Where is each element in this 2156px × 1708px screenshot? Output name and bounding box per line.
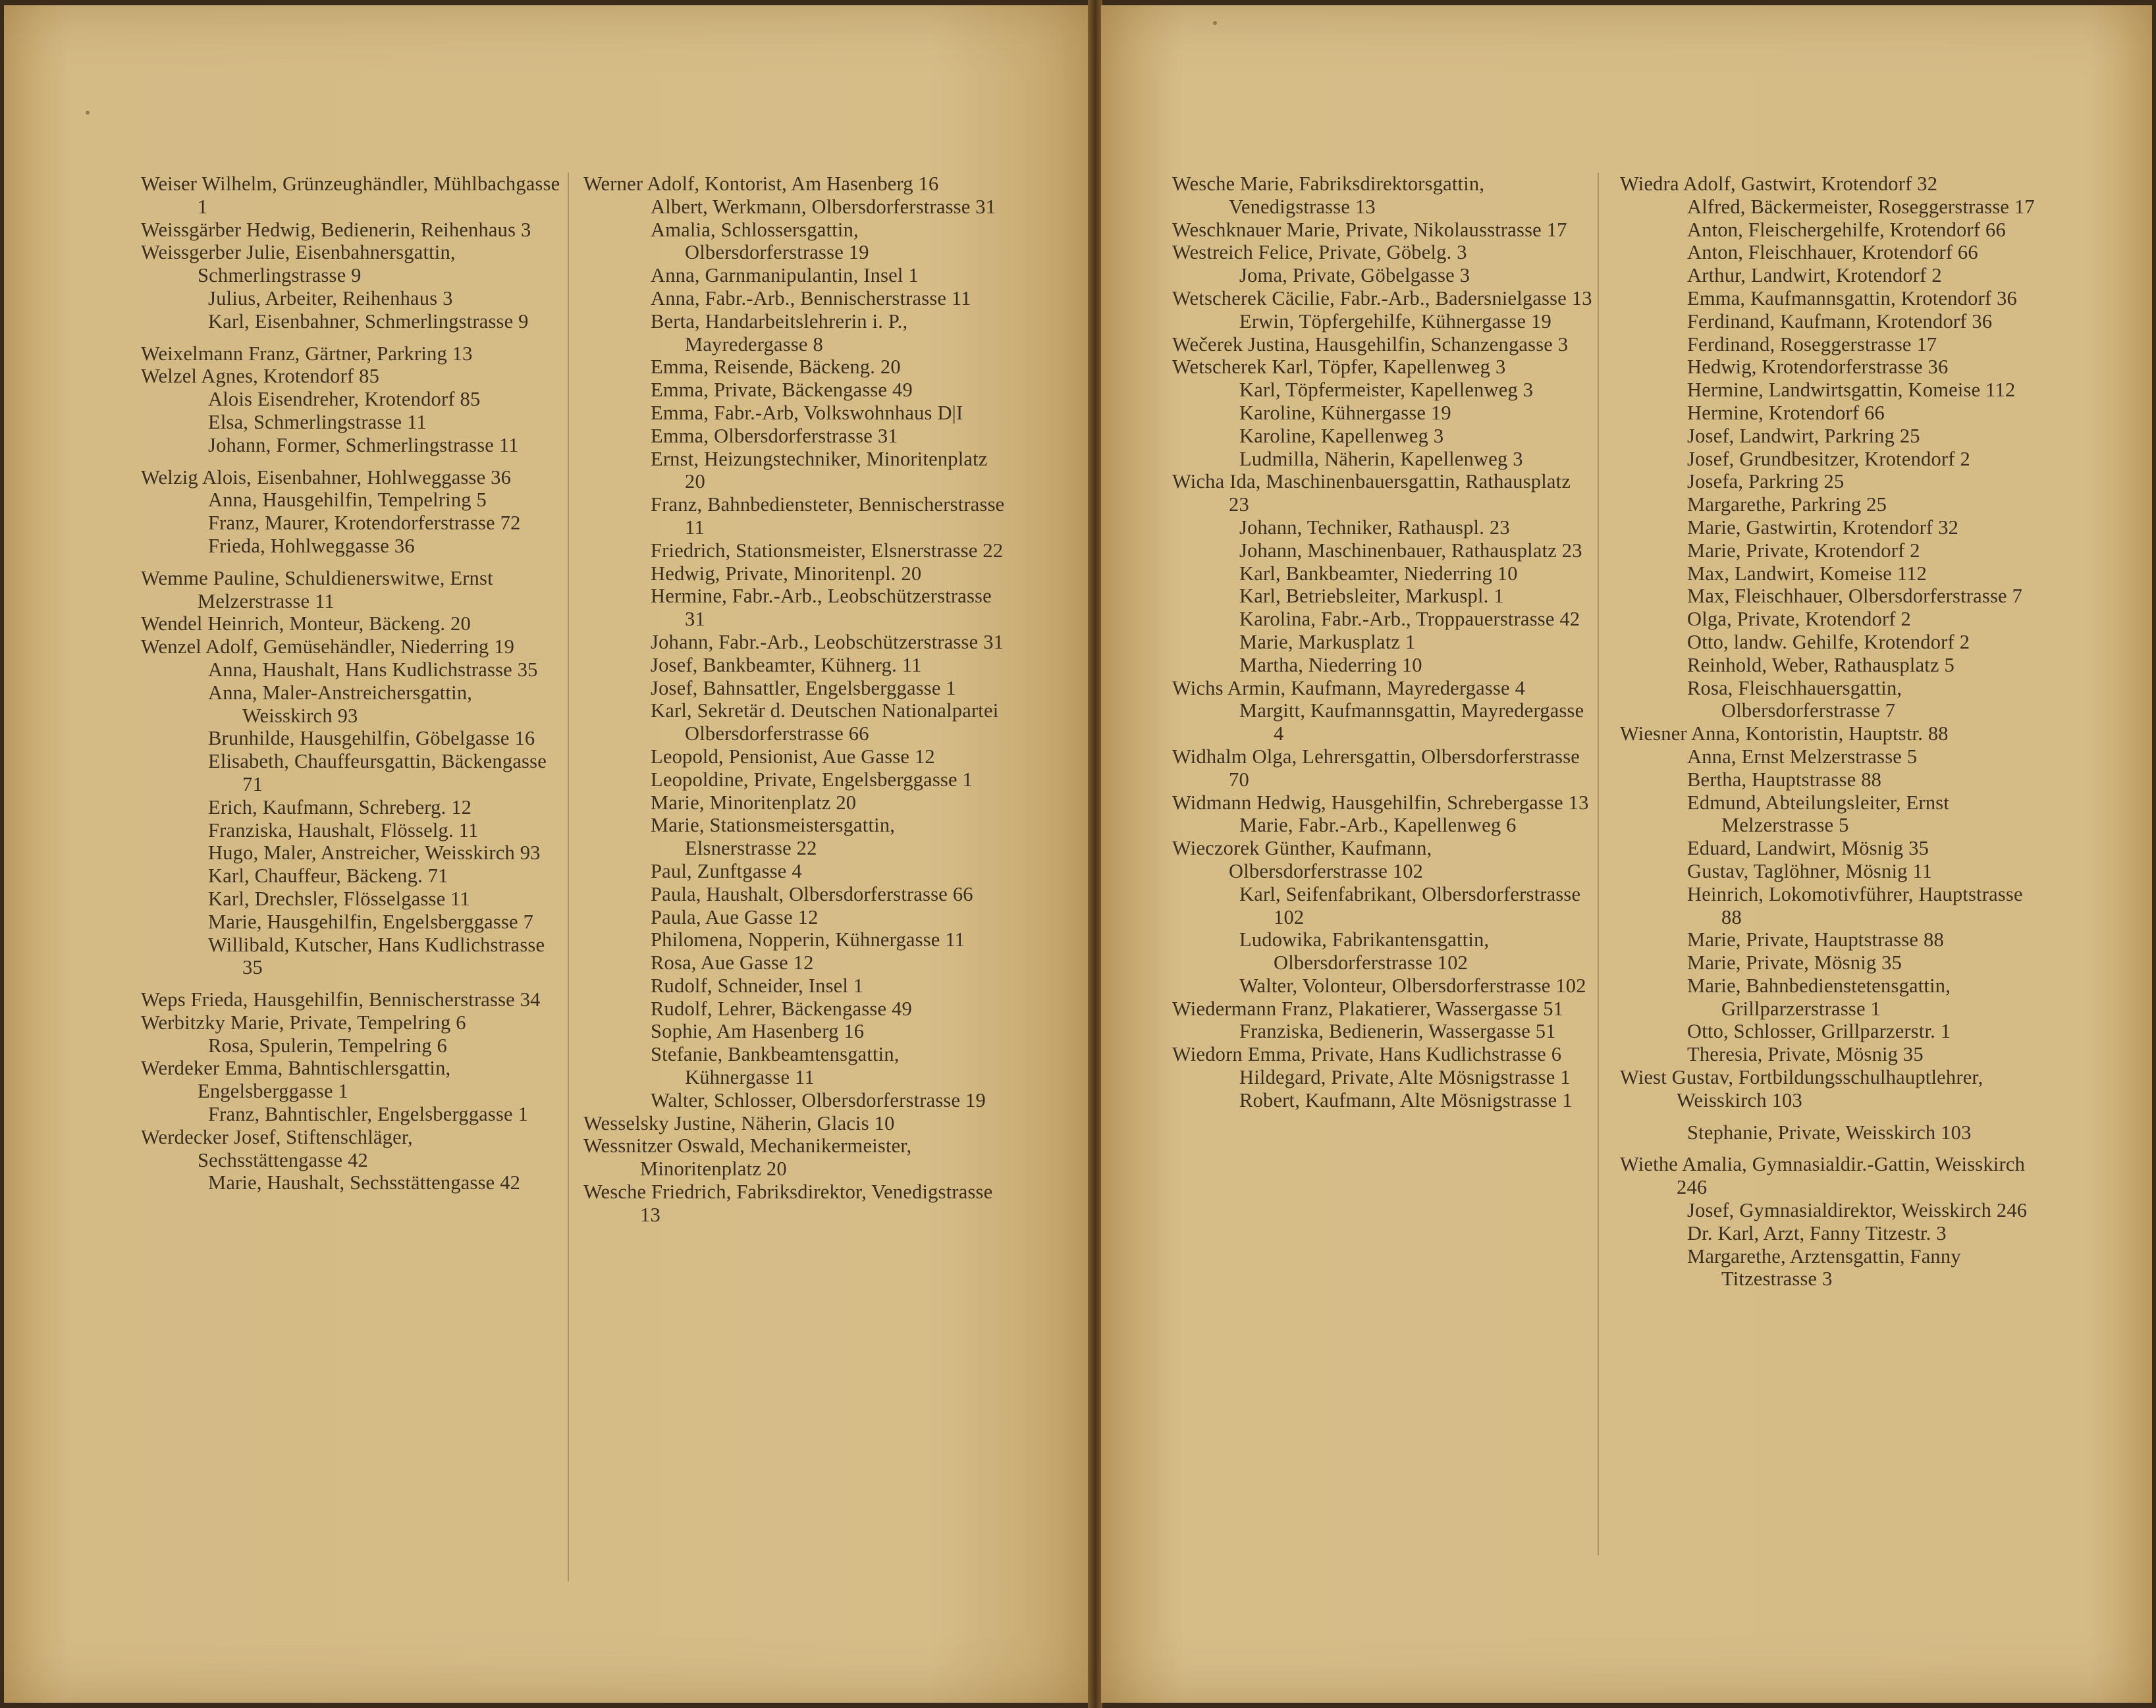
directory-sub-entry: Rudolf, Schneider, Insel 1 — [651, 974, 864, 997]
directory-sub-entry: Johann, Techniker, Rathauspl. 23 — [1239, 516, 1510, 539]
directory-sub-entry: Hildegard, Private, Alte Mösnigstrasse 1 — [1239, 1066, 1571, 1089]
directory-entry: Wesselsky Justine, Näherin, Glacis 10 — [583, 1111, 895, 1134]
directory-sub-entry: Eduard, Landwirt, Mösnig 35 — [1687, 837, 1929, 860]
directory-sub-entry: Karl, Sekretär d. Deutschen Nationalpartei Olbersdorferstrasse 66 — [651, 699, 999, 745]
directory-entry: Welzel Agnes, Krotendorf 85 — [141, 365, 380, 388]
directory-sub-entry: Karl, Chauffeur, Bäckeng. 71 — [208, 865, 448, 888]
directory-column-2 — [583, 173, 1005, 1227]
directory-entry: Wenzel Adolf, Gemüsehändler, Niederring 19 — [141, 635, 515, 658]
directory-entry: Wesche Friedrich, Fabriksdirektor, Venedigstrasse 13 — [583, 1181, 993, 1226]
directory-entry: Weiser Wilhelm, Grünzeughändler, Mühlbachgasse 1 — [141, 173, 560, 218]
directory-entry: Wiesner Anna, Kontoristin, Hauptstr. 88 — [1620, 722, 1949, 745]
directory-entry: Wiedorn Emma, Private, Hans Kudlichstrasse 6 — [1172, 1043, 1562, 1066]
directory-sub-entry: Otto, Schlosser, Grillparzerstr. 1 — [1687, 1020, 1951, 1043]
directory-sub-entry: Martha, Niederring 10 — [1239, 653, 1422, 676]
book-gutter — [1088, 0, 1102, 1708]
directory-sub-entry: Johann, Former, Schmerlingstrasse 11 — [208, 433, 519, 456]
directory-entry: Weissgärber Hedwig, Bedienerin, Reihenhaus 3 — [141, 218, 531, 241]
directory-sub-entry: Franz, Bahntischler, Engelsberggasse 1 — [208, 1103, 529, 1126]
directory-entry: Westreich Felice, Private, Göbelg. 3 — [1172, 241, 1467, 264]
directory-sub-entry: Rosa, Aue Gasse 12 — [651, 951, 814, 974]
directory-sub-entry: Marie, Private, Krotendorf 2 — [1687, 539, 1920, 562]
directory-sub-entry: Marie, Stationsmeistersgattin, Elsnerstrasse 22 — [651, 814, 896, 860]
directory-sub-entry: Erich, Kaufmann, Schreberg. 12 — [208, 795, 472, 818]
directory-sub-entry: Theresia, Private, Mösnig 35 — [1687, 1043, 1924, 1066]
directory-entry: Wesche Marie, Fabriksdirektorsgattin, Venedigstrasse 13 — [1172, 173, 1485, 218]
directory-sub-entry: Dr. Karl, Arzt, Fanny Titzestr. 3 — [1687, 1221, 1947, 1244]
directory-sub-entry: Josef, Bahnsattler, Engelsberggasse 1 — [651, 676, 956, 699]
directory-sub-entry: Walter, Volonteur, Olbersdorferstrasse 102 — [1239, 974, 1586, 997]
directory-sub-entry: Marie, Haushalt, Sechsstättengasse 42 — [208, 1171, 521, 1194]
directory-sub-entry: Hermine, Krotendorf 66 — [1687, 401, 1885, 424]
directory-sub-entry: Hermine, Landwirtsgattin, Komeise 112 — [1687, 379, 2016, 402]
directory-sub-entry: Anna, Garnmanipulantin, Insel 1 — [651, 264, 919, 287]
directory-sub-entry: Karl, Betriebsleiter, Markuspl. 1 — [1239, 585, 1504, 608]
directory-sub-entry: Emma, Olbersdorferstrasse 31 — [651, 424, 898, 447]
directory-sub-entry: Ludowika, Fabrikantensgattin, Olbersdorferstrasse 102 — [1239, 928, 1490, 974]
directory-sub-entry: Friedrich, Stationsmeister, Elsnerstrasse 22 — [651, 539, 1004, 562]
directory-sub-entry: Franziska, Haushalt, Flösselg. 11 — [208, 818, 479, 841]
directory-sub-entry: Alois Eisendreher, Krotendorf 85 — [208, 388, 481, 411]
directory-sub-entry: Philomena, Nopperin, Kühnergasse 11 — [651, 928, 965, 951]
directory-entry: Widhalm Olga, Lehrersgattin, Olbersdorferstrasse 70 — [1172, 745, 1580, 791]
directory-sub-entry: Josef, Bankbeamter, Kühnerg. 11 — [651, 653, 922, 676]
directory-entry: Weschknauer Marie, Private, Nikolausstrasse 17 — [1172, 218, 1567, 241]
directory-sub-entry: Marie, Gastwirtin, Krotendorf 32 — [1687, 516, 1959, 539]
directory-sub-entry: Amalia, Schlossersgattin, Olbersdorferstrasse 19 — [651, 218, 869, 264]
directory-sub-entry: Emma, Kaufmannsgattin, Krotendorf 36 — [1687, 286, 2018, 309]
paper-speck — [1213, 21, 1217, 25]
directory-sub-entry: Karoline, Kapellenweg 3 — [1239, 424, 1444, 447]
directory-sub-entry: Max, Fleischhauer, Olbersdorferstrasse 7 — [1687, 585, 2023, 608]
directory-entry: Werbitzky Marie, Private, Tempelring 6 — [141, 1011, 466, 1034]
directory-sub-entry: Margarethe, Parkring 25 — [1687, 493, 1887, 516]
directory-sub-entry: Anna, Maler-Anstreichersgattin, Weisskirch 93 — [208, 681, 473, 727]
directory-sub-entry: Rosa, Spulerin, Tempelring 6 — [208, 1034, 447, 1057]
directory-sub-entry: Karl, Töpfermeister, Kapellenweg 3 — [1239, 379, 1534, 402]
directory-sub-entry: Marie, Fabr.-Arb., Kapellenweg 6 — [1239, 814, 1517, 837]
directory-entry: Weps Frieda, Hausgehilfin, Bennischerstrasse 34 — [141, 988, 541, 1011]
directory-sub-entry: Edmund, Abteilungsleiter, Ernst Melzerstrasse 5 — [1687, 791, 1950, 837]
directory-sub-entry: Karoline, Kühnergasse 19 — [1239, 401, 1451, 424]
directory-sub-entry: Anna, Haushalt, Hans Kudlichstrasse 35 — [208, 658, 538, 681]
directory-sub-entry: Sophie, Am Hasenberg 16 — [651, 1020, 865, 1043]
directory-sub-entry: Margarethe, Arztensgattin, Fanny Titzestrasse 3 — [1687, 1244, 1961, 1291]
directory-entry: Wiest Gustav, Fortbildungsschulhauptlehrer, Weisskirch 103 — [1620, 1066, 1983, 1111]
directory-sub-entry: Rudolf, Lehrer, Bäckengasse 49 — [651, 997, 912, 1020]
directory-sub-entry: Anton, Fleischergehilfe, Krotendorf 66 — [1687, 218, 2006, 241]
directory-column-4 — [1620, 173, 2041, 1291]
paper-speck — [86, 111, 90, 115]
directory-sub-entry: Marie, Markusplatz 1 — [1239, 630, 1416, 653]
directory-sub-entry: Anna, Fabr.-Arb., Bennischerstrasse 11 — [651, 286, 971, 309]
directory-sub-entry: Gustav, Taglöhner, Mösnig 11 — [1687, 859, 1933, 882]
directory-sub-entry: Marie, Private, Hauptstrasse 88 — [1687, 928, 1944, 951]
directory-sub-entry: Anna, Ernst Melzerstrasse 5 — [1687, 745, 1918, 768]
directory-sub-entry: Emma, Private, Bäckengasse 49 — [651, 379, 913, 402]
directory-sub-entry: Paul, Zunftgasse 4 — [651, 859, 802, 882]
directory-sub-entry: Karl, Drechsler, Flösselgasse 11 — [208, 887, 470, 910]
directory-sub-entry: Emma, Reisende, Bäckeng. 20 — [651, 356, 901, 379]
directory-sub-entry: Julius, Arbeiter, Reihenhaus 3 — [208, 286, 453, 309]
directory-entry: Wiedra Adolf, Gastwirt, Krotendorf 32 — [1620, 173, 1938, 195]
directory-entry: Wichs Armin, Kaufmann, Mayredergasse 4 — [1172, 676, 1526, 699]
directory-sub-entry: Frieda, Hohlweggasse 36 — [208, 534, 415, 557]
directory-sub-entry: Paula, Haushalt, Olbersdorferstrasse 66 — [651, 882, 973, 905]
directory-sub-entry: Otto, landw. Gehilfe, Krotendorf 2 — [1687, 630, 1970, 653]
directory-sub-entry: Rosa, Fleischhauersgattin, Olbersdorferstrasse 7 — [1687, 676, 1902, 722]
directory-sub-entry: Stephanie, Private, Weisskirch 103 — [1687, 1121, 1972, 1144]
directory-sub-entry: Elsa, Schmerlingstrasse 11 — [208, 410, 427, 433]
directory-sub-entry: Hermine, Fabr.-Arb., Leobschützerstrasse 31 — [651, 585, 992, 631]
directory-entry: Werdeker Emma, Bahntischlersgattin, Engelsberggasse 1 — [141, 1057, 451, 1103]
directory-entry: Wetscherek Karl, Töpfer, Kapellenweg 3 — [1172, 356, 1506, 379]
directory-sub-entry: Franz, Maurer, Krotendorferstrasse 72 — [208, 512, 521, 535]
directory-sub-entry: Berta, Handarbeitslehrerin i. P., Mayredergasse 8 — [651, 309, 908, 356]
directory-sub-entry: Stefanie, Bankbeamtensgattin, Kühnergasse 11 — [651, 1043, 900, 1089]
directory-sub-entry: Erwin, Töpfergehilfe, Kühnergasse 19 — [1239, 309, 1551, 333]
directory-sub-entry: Anton, Fleischhauer, Krotendorf 66 — [1687, 241, 1978, 264]
directory-sub-entry: Johann, Fabr.-Arb., Leobschützerstrasse 31 — [651, 630, 1004, 653]
directory-column-1 — [141, 173, 562, 1194]
directory-entry: Wiedermann Franz, Plakatierer, Wassergasse 51 — [1172, 997, 1564, 1020]
directory-sub-entry: Walter, Schlosser, Olbersdorferstrasse 19 — [651, 1088, 986, 1111]
directory-sub-entry: Josefa, Parkring 25 — [1687, 470, 1845, 493]
directory-sub-entry: Karl, Seifenfabrikant, Olbersdorferstrasse 102 — [1239, 882, 1581, 928]
directory-sub-entry: Leopoldine, Private, Engelsberggasse 1 — [651, 768, 973, 791]
directory-sub-entry: Emma, Fabr.-Arb, Volkswohnhaus D|I — [651, 401, 963, 424]
directory-sub-entry: Ferdinand, Kaufmann, Krotendorf 36 — [1687, 309, 1993, 333]
column-rule-left — [568, 173, 569, 1582]
directory-entry: Wendel Heinrich, Monteur, Bäckeng. 20 — [141, 612, 471, 635]
directory-sub-entry: Leopold, Pensionist, Aue Gasse 12 — [651, 745, 935, 768]
directory-entry: Wiethe Amalia, Gymnasialdir.-Gattin, Weisskirch 246 — [1620, 1153, 2026, 1199]
directory-sub-entry: Karolina, Fabr.-Arb., Troppauerstrasse 42 — [1239, 608, 1580, 631]
directory-sub-entry: Olga, Private, Krotendorf 2 — [1687, 608, 1911, 631]
directory-sub-entry: Josef, Gymnasialdirektor, Weisskirch 246 — [1687, 1199, 2028, 1222]
directory-entry: Wessnitzer Oswald, Mechanikermeister, Minoritenplatz 20 — [583, 1134, 912, 1181]
directory-sub-entry: Elisabeth, Chauffeursgattin, Bäckengasse 71 — [208, 750, 547, 795]
directory-sub-entry: Robert, Kaufmann, Alte Mösnigstrasse 1 — [1239, 1088, 1573, 1111]
directory-entry: Wemme Pauline, Schuldienerswitwe, Ernst Melzerstrasse 11 — [141, 566, 493, 612]
directory-sub-entry: Marie, Hausgehilfin, Engelsberggasse 7 — [208, 910, 534, 933]
directory-sub-entry: Ludmilla, Näherin, Kapellenweg 3 — [1239, 447, 1523, 470]
directory-sub-entry: Bertha, Hauptstrasse 88 — [1687, 768, 1882, 791]
directory-sub-entry: Karl, Bankbeamter, Niederring 10 — [1239, 562, 1518, 585]
directory-entry: Wetscherek Cäcilie, Fabr.-Arb., Badersnielgasse 13 — [1172, 286, 1592, 309]
directory-entry: Werdecker Josef, Stiftenschläger, Sechsstättengasse 42 — [141, 1125, 413, 1171]
directory-sub-entry: Joma, Private, Göbelgasse 3 — [1239, 264, 1470, 287]
directory-sub-entry: Margitt, Kaufmannsgattin, Mayredergasse 4 — [1239, 699, 1584, 745]
directory-sub-entry: Karl, Eisenbahner, Schmerlingstrasse 9 — [208, 309, 529, 333]
directory-entry: Welzig Alois, Eisenbahner, Hohlweggasse 36 — [141, 466, 512, 489]
directory-sub-entry: Josef, Grundbesitzer, Krotendorf 2 — [1687, 447, 1970, 470]
directory-sub-entry: Arthur, Landwirt, Krotendorf 2 — [1687, 264, 1942, 287]
directory-entry: Weixelmann Franz, Gärtner, Parkring 13 — [141, 342, 473, 365]
directory-entry: Wečerek Justina, Hausgehilfin, Schanzengasse 3 — [1172, 333, 1569, 356]
directory-sub-entry: Hedwig, Private, Minoritenpl. 20 — [651, 562, 922, 585]
directory-sub-entry: Franziska, Bedienerin, Wassergasse 51 — [1239, 1020, 1556, 1043]
directory-sub-entry: Franz, Bahnbediensteter, Bennischerstrasse 11 — [651, 493, 1005, 539]
directory-sub-entry: Albert, Werkmann, Olbersdorferstrasse 31 — [651, 195, 996, 218]
directory-sub-entry: Hedwig, Krotendorferstrasse 36 — [1687, 356, 1949, 379]
directory-sub-entry: Marie, Bahnbedienstetensgattin, Grillparzerstrasse 1 — [1687, 974, 1951, 1020]
directory-sub-entry: Ferdinand, Roseggerstrasse 17 — [1687, 333, 1937, 356]
directory-entry: Widmann Hedwig, Hausgehilfin, Schrebergasse 13 — [1172, 791, 1589, 814]
directory-entry: Weissgerber Julie, Eisenbahnersgattin, Schmerlingstrasse 9 — [141, 241, 456, 287]
column-rule-right — [1598, 173, 1599, 1555]
directory-entry: Wicha Ida, Maschinenbauersgattin, Rathausplatz 23 — [1172, 470, 1571, 516]
directory-sub-entry: Max, Landwirt, Komeise 112 — [1687, 562, 1927, 585]
directory-sub-entry: Josef, Landwirt, Parkring 25 — [1687, 424, 1920, 447]
directory-entry: Werner Adolf, Kontorist, Am Hasenberg 16 — [583, 173, 939, 195]
directory-sub-entry: Paula, Aue Gasse 12 — [651, 905, 819, 928]
directory-sub-entry: Anna, Hausgehilfin, Tempelring 5 — [208, 489, 487, 512]
directory-sub-entry: Willibald, Kutscher, Hans Kudlichstrasse 35 — [208, 933, 545, 979]
directory-entry: Wieczorek Günther, Kaufmann, Olbersdorferstrasse 102 — [1172, 837, 1432, 882]
directory-sub-entry: Johann, Maschinenbauer, Rathausplatz 23 — [1239, 539, 1582, 562]
directory-sub-entry: Ernst, Heizungstechniker, Minoritenplatz 20 — [651, 447, 988, 493]
directory-sub-entry: Brunhilde, Hausgehilfin, Göbelgasse 16 — [208, 727, 535, 750]
directory-sub-entry: Heinrich, Lokomotivführer, Hauptstrasse 88 — [1687, 882, 2023, 928]
directory-sub-entry: Reinhold, Weber, Rathausplatz 5 — [1687, 653, 1954, 676]
directory-column-3 — [1172, 173, 1594, 1112]
directory-sub-entry: Hugo, Maler, Anstreicher, Weisskirch 93 — [208, 841, 541, 865]
directory-sub-entry: Marie, Minoritenplatz 20 — [651, 791, 857, 814]
directory-sub-entry: Marie, Private, Mösnig 35 — [1687, 951, 1902, 974]
directory-sub-entry: Alfred, Bäckermeister, Roseggerstrasse 17 — [1687, 195, 2035, 218]
